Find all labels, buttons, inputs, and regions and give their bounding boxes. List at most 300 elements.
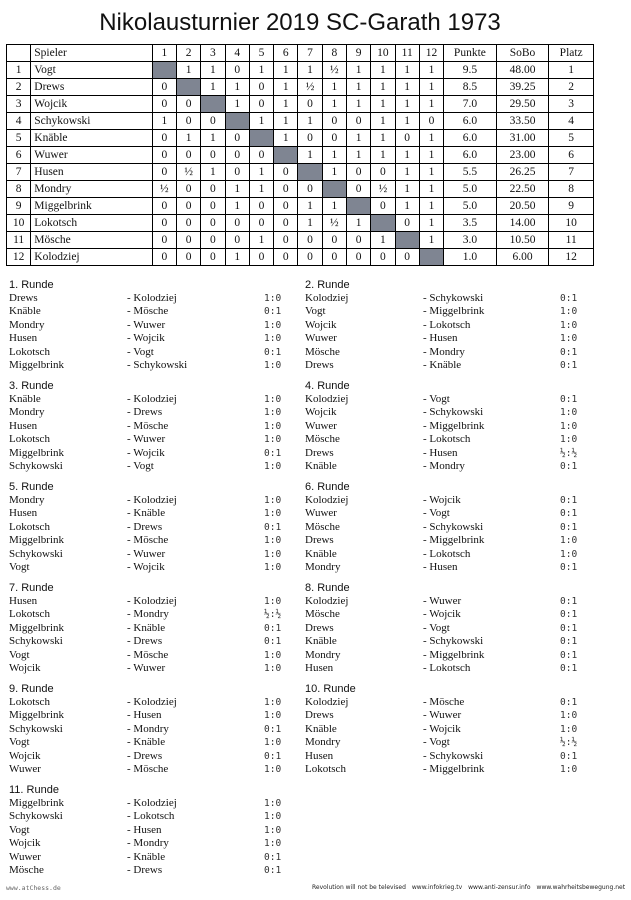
player-name: Lokotsch <box>31 215 152 232</box>
sobo-cell: 33.50 <box>496 113 549 130</box>
header-cell: 4 <box>225 45 249 62</box>
result-cell: 0 <box>274 249 298 266</box>
result-cell: 1 <box>322 79 346 96</box>
black-player: - Mondry <box>127 722 169 735</box>
result-cell: ½ <box>152 181 176 198</box>
place-cell: 11 <box>549 232 594 249</box>
black-player: - Lokotsch <box>423 661 471 674</box>
result-cell: 0 <box>249 215 273 232</box>
result-cell: 1 <box>322 164 346 181</box>
rank-number: 6 <box>7 147 31 164</box>
game-row <box>9 723 289 736</box>
black-player: - Wuwer <box>423 595 462 607</box>
game-row <box>305 736 585 749</box>
black-player: - Wuwer <box>127 318 166 331</box>
footer-link[interactable]: www.infokrieg.tv <box>411 884 463 891</box>
game-result: 0:1 <box>560 346 578 358</box>
white-player: Mösche <box>305 608 340 621</box>
game-row <box>305 332 585 345</box>
header-cell: 11 <box>395 45 419 62</box>
header-cell: 3 <box>201 45 225 62</box>
round-block <box>9 581 289 675</box>
white-player: Schykowski <box>9 722 63 735</box>
player-name: Mondry <box>31 181 152 198</box>
result-cell: 0 <box>177 147 201 164</box>
white-player: Wuwer <box>9 762 41 775</box>
black-player: - Mösche <box>423 696 465 708</box>
footer-link[interactable]: www.anti-zensur.info <box>468 884 531 891</box>
game-row <box>9 763 289 776</box>
game-row <box>305 561 585 574</box>
white-player: Mösche <box>305 345 340 358</box>
game-row <box>9 534 289 547</box>
round-title: 6. Runde <box>305 481 350 493</box>
points-cell: 5.0 <box>444 181 497 198</box>
white-player: Mösche <box>305 433 340 446</box>
result-cell: 0 <box>201 215 225 232</box>
white-player: Kolodziej <box>305 696 349 708</box>
points-cell: 3.0 <box>444 232 497 249</box>
table-row <box>7 198 594 215</box>
black-player: - Kolodziej <box>127 797 177 809</box>
game-result: 0:1 <box>560 662 578 674</box>
white-player: Vogt <box>305 305 326 318</box>
player-name: Kolodziej <box>31 249 152 266</box>
game-result: 1:0 <box>264 838 282 850</box>
result-cell: 0 <box>152 249 176 266</box>
black-player: - Wuwer <box>127 433 166 446</box>
place-cell: 4 <box>549 113 594 130</box>
game-row <box>9 521 289 534</box>
black-player: - Miggelbrink <box>423 648 485 661</box>
result-cell: 1 <box>201 164 225 181</box>
result-cell: 0 <box>177 198 201 215</box>
game-result: 1:0 <box>264 508 282 520</box>
black-player: - Mösche <box>127 305 169 318</box>
result-cell: 0 <box>346 113 370 130</box>
place-cell: 2 <box>549 79 594 96</box>
header-cell: SoBo <box>496 45 549 62</box>
game-row <box>305 460 585 473</box>
game-result: 0:1 <box>560 359 578 371</box>
points-cell: 5.5 <box>444 164 497 181</box>
result-cell: 0 <box>177 181 201 198</box>
game-result: 0:1 <box>560 394 578 405</box>
game-result: 1:0 <box>264 434 282 446</box>
white-player: Drews <box>9 292 38 304</box>
result-cell: 1 <box>274 130 298 147</box>
rank-number: 10 <box>7 215 31 232</box>
result-cell: 1 <box>419 96 443 113</box>
white-player: Mondry <box>9 494 45 506</box>
black-player: - Schykowski <box>127 358 188 371</box>
white-player: Wuwer <box>9 850 41 863</box>
white-player: Miggelbrink <box>9 709 64 722</box>
white-player: Husen <box>9 595 38 607</box>
place-cell: 12 <box>549 249 594 266</box>
table-row <box>7 79 594 96</box>
header-player: Spieler <box>31 45 152 62</box>
footer-links <box>312 884 626 891</box>
game-result: 0:1 <box>264 622 282 634</box>
result-cell: 0 <box>346 249 370 266</box>
points-cell: 7.0 <box>444 96 497 113</box>
black-player: - Miggelbrink <box>423 534 485 547</box>
game-result: 1:0 <box>264 697 282 708</box>
game-result: ½:½ <box>560 737 578 749</box>
result-cell: 1 <box>298 62 322 79</box>
game-row <box>305 406 585 419</box>
game-result: 0:1 <box>560 508 578 520</box>
result-cell: 1 <box>225 181 249 198</box>
result-cell: 1 <box>249 181 273 198</box>
game-result: 1:0 <box>264 710 282 722</box>
black-player: - Schykowski <box>423 635 484 648</box>
game-row <box>305 608 585 621</box>
header-cell: Punkte <box>444 45 497 62</box>
game-result: 1:0 <box>560 548 578 560</box>
points-cell: 1.0 <box>444 249 497 266</box>
black-player: - Mondry <box>127 608 169 621</box>
white-player: Wojcik <box>9 837 41 850</box>
game-row <box>9 709 289 722</box>
round-block <box>305 581 585 675</box>
white-player: Husen <box>305 749 334 762</box>
header-cell: 12 <box>419 45 443 62</box>
white-player: Schykowski <box>9 810 63 823</box>
black-player: - Wojcik <box>127 560 165 573</box>
sobo-cell: 22.50 <box>496 181 549 198</box>
black-player: - Vogt <box>423 736 450 749</box>
game-result: 0:1 <box>560 561 578 573</box>
result-cell: 1 <box>346 215 370 232</box>
table-row <box>7 249 594 266</box>
white-player: Mondry <box>305 560 341 573</box>
result-cell: 1 <box>201 130 225 147</box>
result-cell: ½ <box>371 181 395 198</box>
white-player: Knäble <box>9 305 41 318</box>
black-player: - Vogt <box>127 345 154 358</box>
result-cell: 0 <box>152 79 176 96</box>
white-player: Drews <box>305 621 334 634</box>
game-result: 0:1 <box>264 521 282 533</box>
black-player: - Miggelbrink <box>423 419 485 432</box>
black-player: - Mondry <box>423 459 465 472</box>
result-cell: 1 <box>346 130 370 147</box>
game-result: 0:1 <box>560 293 578 304</box>
white-player: Drews <box>305 534 334 547</box>
game-result: 1:0 <box>264 811 282 823</box>
game-row <box>305 447 585 460</box>
game-row <box>9 649 289 662</box>
result-cell: 0 <box>274 164 298 181</box>
self-cell <box>249 130 273 147</box>
white-player: Knäble <box>305 635 337 648</box>
game-result: 0:1 <box>560 609 578 621</box>
white-player: Wuwer <box>305 419 337 432</box>
game-row <box>9 332 289 345</box>
game-row <box>305 622 585 635</box>
result-cell: 1 <box>249 113 273 130</box>
result-cell: 1 <box>395 147 419 164</box>
white-player: Schykowski <box>9 547 63 560</box>
place-cell: 3 <box>549 96 594 113</box>
self-cell <box>152 62 176 79</box>
game-result: 1:0 <box>560 306 578 318</box>
white-player: Miggelbrink <box>9 446 64 459</box>
game-result: 0:1 <box>560 495 578 506</box>
round-block <box>305 682 585 776</box>
white-player: Vogt <box>9 823 30 836</box>
black-player: - Wojcik <box>423 722 461 735</box>
table-row <box>7 96 594 113</box>
result-cell: 0 <box>298 181 322 198</box>
result-cell: 1 <box>298 198 322 215</box>
white-player: Mösche <box>305 520 340 533</box>
result-cell: 0 <box>274 198 298 215</box>
result-cell: 0 <box>298 232 322 249</box>
result-cell: 1 <box>201 79 225 96</box>
result-cell: 1 <box>419 181 443 198</box>
table-row <box>7 62 594 79</box>
result-cell: 1 <box>395 113 419 130</box>
result-cell: 0 <box>152 147 176 164</box>
self-cell <box>201 96 225 113</box>
black-player: - Husen <box>127 709 162 722</box>
white-player: Kolodziej <box>305 292 349 304</box>
header-cell: 2 <box>177 45 201 62</box>
game-row <box>305 346 585 359</box>
result-cell: 1 <box>371 79 395 96</box>
white-player: Vogt <box>9 560 30 573</box>
game-row <box>305 534 585 547</box>
white-player: Wojcik <box>305 406 337 419</box>
self-cell <box>225 113 249 130</box>
round-block <box>305 278 585 372</box>
black-player: - Wojcik <box>127 446 165 459</box>
result-cell: 0 <box>298 130 322 147</box>
black-player: - Miggelbrink <box>423 762 485 775</box>
result-cell: 1 <box>371 147 395 164</box>
white-player: Schykowski <box>9 459 63 472</box>
white-player: Lokotsch <box>9 520 50 533</box>
result-cell: 0 <box>201 147 225 164</box>
white-player: Knäble <box>9 393 41 405</box>
self-cell <box>177 79 201 96</box>
result-cell: 0 <box>298 249 322 266</box>
white-player: Kolodziej <box>305 595 349 607</box>
result-cell: 0 <box>177 215 201 232</box>
result-cell: 0 <box>274 215 298 232</box>
white-player: Miggelbrink <box>9 358 64 371</box>
game-row <box>9 406 289 419</box>
game-row <box>9 662 289 675</box>
black-player: - Drews <box>127 520 163 533</box>
player-name: Schykowski <box>31 113 152 130</box>
game-row <box>9 433 289 446</box>
result-cell: 0 <box>225 147 249 164</box>
game-row <box>9 608 289 621</box>
round-title: 5. Runde <box>9 481 54 493</box>
black-player: - Drews <box>127 406 163 419</box>
black-player: - Kolodziej <box>127 595 177 607</box>
round-block <box>305 480 585 574</box>
black-player: - Wuwer <box>127 547 166 560</box>
result-cell: 0 <box>322 249 346 266</box>
game-result: 1:0 <box>264 333 282 345</box>
white-player: Mondry <box>305 648 341 661</box>
result-cell: 0 <box>225 130 249 147</box>
game-row <box>305 305 585 318</box>
round-title: 2. Runde <box>305 279 350 291</box>
black-player: - Lokotsch <box>127 810 175 823</box>
round-block <box>305 379 585 473</box>
result-cell: 1 <box>419 147 443 164</box>
game-result: 1:0 <box>264 824 282 836</box>
black-player: - Schykowski <box>423 406 484 419</box>
header-cell: 10 <box>371 45 395 62</box>
result-cell: 1 <box>346 62 370 79</box>
game-result: 1:0 <box>264 662 282 674</box>
white-player: Drews <box>305 446 334 459</box>
result-cell: 1 <box>371 113 395 130</box>
result-cell: 0 <box>152 215 176 232</box>
game-result: 1:0 <box>264 737 282 749</box>
result-cell: 1 <box>371 96 395 113</box>
result-cell: 0 <box>395 249 419 266</box>
black-player: - Husen <box>127 823 162 836</box>
black-player: - Vogt <box>423 393 450 405</box>
game-row <box>9 797 289 810</box>
game-result: 0:1 <box>560 596 578 607</box>
result-cell: 0 <box>371 249 395 266</box>
result-cell: 0 <box>225 62 249 79</box>
white-player: Kolodziej <box>305 393 349 405</box>
game-row <box>305 662 585 675</box>
footer-left: www.atChess.de <box>6 884 61 892</box>
game-row <box>9 750 289 763</box>
black-player: - Wuwer <box>127 661 166 674</box>
result-cell: 1 <box>322 198 346 215</box>
game-result: 1:0 <box>264 407 282 419</box>
header-cell: 8 <box>322 45 346 62</box>
result-cell: 0 <box>322 113 346 130</box>
result-cell: 0 <box>201 113 225 130</box>
white-player: Wojcik <box>305 318 337 331</box>
result-cell: 1 <box>395 96 419 113</box>
result-cell: ½ <box>298 79 322 96</box>
result-cell: 0 <box>152 96 176 113</box>
result-cell: 0 <box>419 113 443 130</box>
black-player: - Knäble <box>127 850 166 863</box>
sobo-cell: 48.00 <box>496 62 549 79</box>
place-cell: 1 <box>549 62 594 79</box>
place-cell: 6 <box>549 147 594 164</box>
game-result: 0:1 <box>264 851 282 863</box>
black-player: - Mondry <box>127 837 169 850</box>
black-player: - Knäble <box>423 358 462 371</box>
white-player: Husen <box>9 419 38 432</box>
game-result: 1:0 <box>264 495 282 506</box>
game-row <box>305 521 585 534</box>
result-cell: 1 <box>274 79 298 96</box>
game-row <box>305 649 585 662</box>
game-row <box>9 359 289 372</box>
rank-number: 8 <box>7 181 31 198</box>
place-cell: 5 <box>549 130 594 147</box>
result-cell: 0 <box>298 96 322 113</box>
game-row <box>9 319 289 332</box>
game-result: 1:0 <box>264 394 282 405</box>
points-cell: 6.0 <box>444 113 497 130</box>
game-row <box>9 810 289 823</box>
result-cell: 0 <box>201 249 225 266</box>
black-player: - Drews <box>127 635 163 648</box>
white-player: Wuwer <box>305 507 337 520</box>
game-result: 0:1 <box>560 521 578 533</box>
black-player: - Mösche <box>127 534 169 547</box>
result-cell: 0 <box>249 147 273 164</box>
game-row <box>9 864 289 877</box>
points-cell: 5.0 <box>444 198 497 215</box>
game-result: 1:0 <box>264 763 282 775</box>
result-cell: 0 <box>249 198 273 215</box>
game-row <box>9 393 289 406</box>
player-name: Mösche <box>31 232 152 249</box>
player-name: Drews <box>31 79 152 96</box>
points-cell: 3.5 <box>444 215 497 232</box>
game-row <box>9 736 289 749</box>
result-cell: 0 <box>201 181 225 198</box>
game-result: 1:0 <box>560 710 578 722</box>
round-title: 11. Runde <box>9 784 59 796</box>
black-player: - Drews <box>127 863 163 876</box>
header-cell: 6 <box>274 45 298 62</box>
game-result: 1:0 <box>264 548 282 560</box>
result-cell: 0 <box>177 96 201 113</box>
table-row <box>7 164 594 181</box>
white-player: Mondry <box>9 406 45 419</box>
black-player: - Drews <box>127 749 163 762</box>
white-player: Mondry <box>9 318 45 331</box>
header-cell: 9 <box>346 45 370 62</box>
game-row <box>305 292 585 305</box>
white-player: Lokotsch <box>9 345 50 358</box>
sobo-cell: 23.00 <box>496 147 549 164</box>
round-title: 10. Runde <box>305 683 356 695</box>
footer-link[interactable]: www.wahrheitsbewegung.net <box>536 884 626 891</box>
self-cell <box>298 164 322 181</box>
result-cell: 0 <box>371 164 395 181</box>
table-row <box>7 130 594 147</box>
white-player: Vogt <box>9 648 30 661</box>
game-result: 0:1 <box>560 697 578 708</box>
game-row <box>9 622 289 635</box>
result-cell: 1 <box>322 147 346 164</box>
sobo-cell: 26.25 <box>496 164 549 181</box>
black-player: - Mondry <box>423 345 465 358</box>
game-result: 0:1 <box>560 622 578 634</box>
sobo-cell: 20.50 <box>496 198 549 215</box>
player-name: Vogt <box>31 62 152 79</box>
result-cell: 1 <box>274 62 298 79</box>
self-cell <box>395 232 419 249</box>
game-row <box>305 723 585 736</box>
result-cell: 0 <box>371 198 395 215</box>
result-cell: 0 <box>249 249 273 266</box>
game-row <box>9 595 289 608</box>
round-title: 8. Runde <box>305 582 350 594</box>
